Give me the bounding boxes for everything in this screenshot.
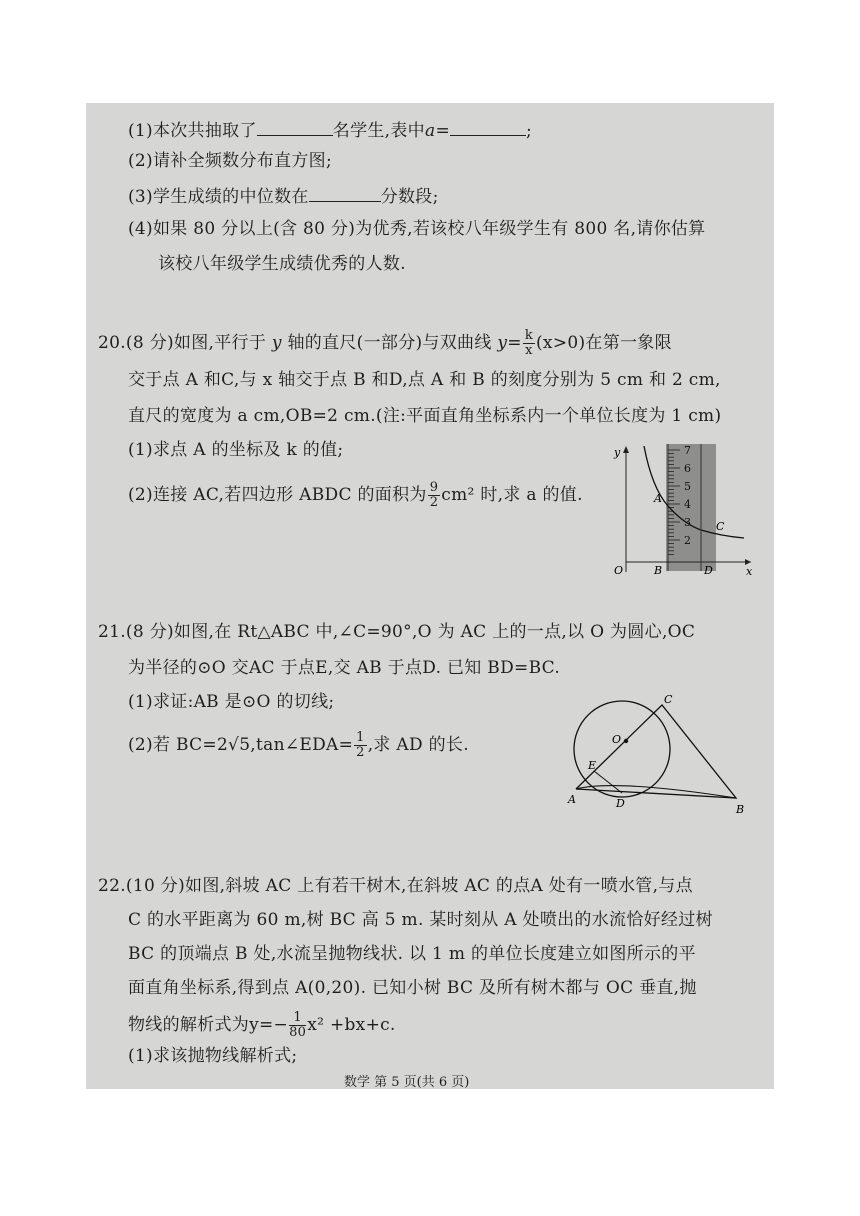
q19-var-a: a xyxy=(425,121,436,141)
q21-tan-fraction xyxy=(354,731,367,760)
q19-part2: (2)请补全频数分布直方图; xyxy=(128,151,333,171)
q19-part1 xyxy=(128,119,532,142)
point-label-O: O xyxy=(612,733,622,746)
ruler-tick-label: 7 xyxy=(684,444,691,457)
q20-part1: (1)求点 A 的坐标及 k 的值; xyxy=(128,440,344,460)
q19-part4-line1: (4)如果 80 分以上(含 80 分)为优秀,若该校八年级学生有 800 名,请你估算 xyxy=(128,219,706,239)
q19-part3-text-a: (3)学生成绩的中位数在 xyxy=(128,187,309,207)
q22-part1: (1)求该抛物线解析式; xyxy=(128,1046,298,1066)
point-label-C: C xyxy=(664,693,673,706)
q22-line4: 面直角坐标系,得到点 A(0,20). 已知小树 BC 及所有树木都与 OC 垂直,抛 xyxy=(128,978,697,998)
q21-part2-b: ,求 AD 的长. xyxy=(367,735,469,755)
q21-line1: 21.(8 分)如图,在 Rt△ABC 中,∠C=90°,O 为 AC 上的一点,以 O 为圆心,OC xyxy=(98,622,696,642)
q19-part1-end: ; xyxy=(525,121,533,141)
q20-line1-c: (x>0)在第一象限 xyxy=(536,333,672,353)
q21-part1: (1)求证:AB 是⊙O 的切线; xyxy=(128,692,335,712)
q20-line1-b: 轴的直尺(一部分)与双曲线 xyxy=(287,333,492,353)
fraction-denominator: 2 xyxy=(356,745,365,760)
q20-fraction xyxy=(523,329,535,358)
fraction-numerator: 9 xyxy=(429,480,439,495)
axis-label-y: y xyxy=(614,446,621,459)
q20-var-y: y xyxy=(271,333,282,353)
point-label-O: O xyxy=(614,564,624,577)
point-label-D: D xyxy=(704,564,713,577)
answer-blank[interactable] xyxy=(257,119,333,136)
fraction-numerator: 1 xyxy=(289,1011,306,1026)
q20-part2-a: (2)连接 AC,若四边形 ABDC 的面积为 xyxy=(128,485,427,505)
q21-part2 xyxy=(128,731,469,760)
point-label-B: B xyxy=(654,564,663,577)
page-footer: 数学 第 5 页(共 6 页) xyxy=(344,1075,470,1090)
q20-part2 xyxy=(128,481,583,510)
q20-part2-b: cm² 时,求 a 的值. xyxy=(441,485,583,505)
fraction-denominator: x xyxy=(525,343,533,358)
ruler-tick-label: 3 xyxy=(684,516,691,529)
point-label-B: B xyxy=(736,803,745,816)
point-label-C: C xyxy=(716,520,725,533)
q20-area-fraction xyxy=(428,481,441,510)
q21-part2-a: (2)若 BC=2√5,tan∠EDA= xyxy=(128,735,354,755)
answer-blank[interactable] xyxy=(450,119,526,136)
q22-line5-a: 物线的解析式为y=− xyxy=(128,1015,289,1035)
q20-line3: 直尺的宽度为 a cm,OB=2 cm.(注:平面直角坐标系内一个单位长度为 1 cm) xyxy=(128,406,722,426)
point-label-A: A xyxy=(654,492,662,505)
q20-eq: y= xyxy=(497,333,522,353)
q22-line5-b: x² +bx+c. xyxy=(307,1015,396,1035)
q20-ruler-hyperbola-figure xyxy=(606,438,756,578)
triangle-ABC xyxy=(576,705,736,798)
fraction-denominator: 2 xyxy=(429,495,439,510)
q20-line2: 交于点 A 和C,与 x 轴交于点 B 和D,点 A 和 B 的刻度分别为 5 cm 和 2 cm, xyxy=(128,370,721,390)
center-O xyxy=(624,739,628,743)
circle-O xyxy=(574,701,670,797)
q22-line3: BC 的顶端点 B 处,水流呈抛物线状. 以 1 m 的单位长度建立如图所示的平 xyxy=(128,944,696,964)
fraction-numerator: k xyxy=(524,328,533,343)
q22-line1: 22.(10 分)如图,斜坡 AC 上有若干树木,在斜坡 AC 的点A 处有一喷水管,与点 xyxy=(98,876,693,896)
q22-coef-fraction xyxy=(289,1011,306,1040)
q20-line1-a: 20.(8 分)如图,平行于 xyxy=(98,333,267,353)
q19-part1-text-a: (1)本次共抽取了 xyxy=(128,121,257,141)
fraction-numerator: 1 xyxy=(356,730,365,745)
exam-page xyxy=(86,103,774,1089)
q22-line2: C 的水平距离为 60 m,树 BC 高 5 m. 某时刻从 A 处喷出的水流恰好经过树 xyxy=(128,910,713,930)
axis-label-x: x xyxy=(746,565,753,578)
q19-eq: = xyxy=(435,121,450,141)
ruler-tick-label: 5 xyxy=(684,480,691,493)
q21-line2: 为半径的⊙O 交AC 于点E,交 AB 于点D. 已知 BD=BC. xyxy=(128,658,561,678)
point-label-D: D xyxy=(616,797,625,810)
point-label-E: E xyxy=(588,759,597,772)
ruler-tick-label: 6 xyxy=(684,462,691,475)
q19-part3 xyxy=(128,185,439,208)
q19-part1-text-b: 名学生,表中 xyxy=(332,121,425,141)
q20-line1 xyxy=(98,329,672,358)
ruler-tick-label: 2 xyxy=(684,534,691,547)
q19-part4-line2: 该校八年级学生成绩优秀的人数. xyxy=(158,254,406,274)
point-label-A: A xyxy=(568,793,576,806)
q19-part3-text-b: 分数段; xyxy=(380,187,439,207)
q21-circle-triangle-figure xyxy=(564,691,764,821)
ruler-tick-label: 4 xyxy=(684,498,691,511)
fraction-denominator: 80 xyxy=(289,1025,307,1040)
q22-line5 xyxy=(128,1011,396,1040)
answer-blank[interactable] xyxy=(309,185,381,202)
